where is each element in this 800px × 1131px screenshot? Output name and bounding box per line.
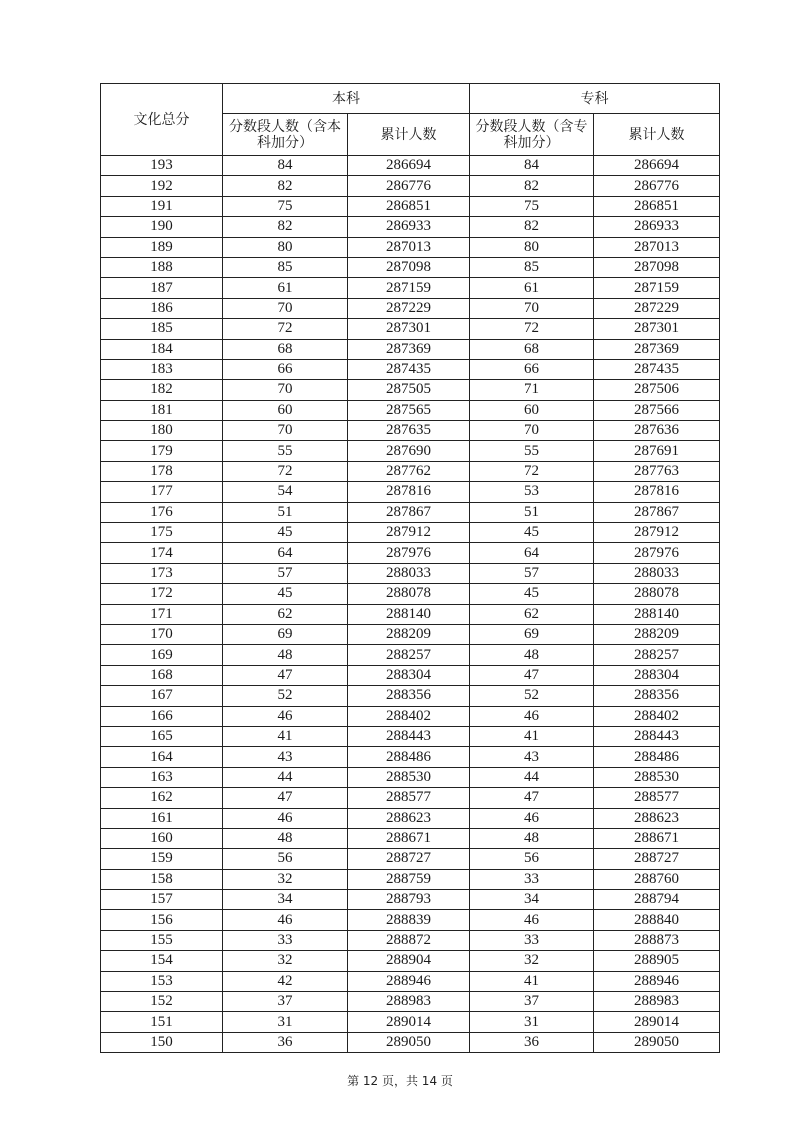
score-cell: 153	[101, 971, 223, 991]
junior-cumulative-cell: 288356	[594, 686, 720, 706]
undergrad-cumulative-cell: 288671	[348, 828, 470, 848]
score-cell: 178	[101, 461, 223, 481]
score-cell: 162	[101, 788, 223, 808]
undergrad-count-cell: 64	[223, 543, 348, 563]
junior-cumulative-cell: 287506	[594, 380, 720, 400]
score-cell: 163	[101, 767, 223, 787]
junior-cumulative-cell: 288209	[594, 624, 720, 644]
junior-count-cell: 68	[470, 339, 594, 359]
junior-count-cell: 56	[470, 849, 594, 869]
junior-count-cell: 46	[470, 706, 594, 726]
undergrad-cumulative-cell: 287762	[348, 461, 470, 481]
table-row	[101, 156, 720, 176]
junior-cumulative-cell: 288905	[594, 951, 720, 971]
junior-count-cell: 82	[470, 176, 594, 196]
junior-count-cell: 48	[470, 645, 594, 665]
undergrad-count-cell: 47	[223, 665, 348, 685]
undergrad-count-cell: 84	[223, 156, 348, 176]
undergrad-count-cell: 45	[223, 523, 348, 543]
header-score: 文化总分	[101, 84, 223, 156]
junior-cumulative-cell: 288078	[594, 584, 720, 604]
undergrad-cumulative-cell: 286933	[348, 217, 470, 237]
junior-cumulative-cell: 288486	[594, 747, 720, 767]
score-cell: 185	[101, 319, 223, 339]
table-row	[101, 380, 720, 400]
score-cell: 187	[101, 278, 223, 298]
undergrad-count-cell: 37	[223, 992, 348, 1012]
undergrad-cumulative-cell: 288078	[348, 584, 470, 604]
table-body	[101, 156, 720, 1053]
junior-cumulative-cell: 287816	[594, 482, 720, 502]
table-row	[101, 686, 720, 706]
junior-cumulative-cell: 286851	[594, 196, 720, 216]
table-row	[101, 1012, 720, 1032]
score-distribution-table	[100, 83, 720, 1053]
junior-cumulative-cell: 288840	[594, 910, 720, 930]
table-row	[101, 767, 720, 787]
undergrad-cumulative-cell: 288140	[348, 604, 470, 624]
undergrad-cumulative-cell: 287976	[348, 543, 470, 563]
undergrad-count-cell: 68	[223, 339, 348, 359]
junior-count-cell: 52	[470, 686, 594, 706]
undergrad-cumulative-cell: 288304	[348, 665, 470, 685]
junior-count-cell: 80	[470, 237, 594, 257]
undergrad-cumulative-cell: 288793	[348, 890, 470, 910]
table-row	[101, 726, 720, 746]
junior-cumulative-cell: 288033	[594, 563, 720, 583]
junior-cumulative-cell: 287912	[594, 523, 720, 543]
table-row	[101, 971, 720, 991]
table-row	[101, 645, 720, 665]
undergrad-count-cell: 33	[223, 930, 348, 950]
undergrad-cumulative-cell: 288486	[348, 747, 470, 767]
undergrad-count-cell: 75	[223, 196, 348, 216]
undergrad-count-cell: 31	[223, 1012, 348, 1032]
junior-count-cell: 43	[470, 747, 594, 767]
junior-cumulative-cell: 287976	[594, 543, 720, 563]
table-row	[101, 584, 720, 604]
table-row	[101, 930, 720, 950]
junior-cumulative-cell: 286694	[594, 156, 720, 176]
score-cell: 189	[101, 237, 223, 257]
score-cell: 160	[101, 828, 223, 848]
table-row	[101, 910, 720, 930]
junior-count-cell: 33	[470, 930, 594, 950]
undergrad-count-cell: 60	[223, 400, 348, 420]
undergrad-cumulative-cell: 288904	[348, 951, 470, 971]
score-cell: 165	[101, 726, 223, 746]
junior-count-cell: 32	[470, 951, 594, 971]
junior-cumulative-cell: 288873	[594, 930, 720, 950]
score-cell: 179	[101, 441, 223, 461]
junior-count-cell: 47	[470, 788, 594, 808]
undergrad-cumulative-cell: 287912	[348, 523, 470, 543]
score-cell: 171	[101, 604, 223, 624]
table-row	[101, 747, 720, 767]
table-row	[101, 788, 720, 808]
undergrad-cumulative-cell: 288577	[348, 788, 470, 808]
undergrad-cumulative-cell: 287635	[348, 421, 470, 441]
undergrad-cumulative-cell: 287098	[348, 257, 470, 277]
table-row	[101, 359, 720, 379]
junior-cumulative-cell: 288304	[594, 665, 720, 685]
score-cell: 154	[101, 951, 223, 971]
score-cell: 173	[101, 563, 223, 583]
undergrad-count-cell: 61	[223, 278, 348, 298]
junior-count-cell: 31	[470, 1012, 594, 1032]
table-row	[101, 196, 720, 216]
header-undergrad-count: 分数段人数（含本科加分）	[223, 114, 348, 156]
undergrad-count-cell: 82	[223, 176, 348, 196]
undergrad-count-cell: 47	[223, 788, 348, 808]
score-cell: 151	[101, 1012, 223, 1032]
score-cell: 168	[101, 665, 223, 685]
undergrad-cumulative-cell: 288623	[348, 808, 470, 828]
undergrad-count-cell: 80	[223, 237, 348, 257]
table-row	[101, 543, 720, 563]
table-row	[101, 339, 720, 359]
undergrad-count-cell: 46	[223, 910, 348, 930]
junior-count-cell: 85	[470, 257, 594, 277]
undergrad-count-cell: 42	[223, 971, 348, 991]
undergrad-cumulative-cell: 288033	[348, 563, 470, 583]
score-cell: 161	[101, 808, 223, 828]
undergrad-cumulative-cell: 288443	[348, 726, 470, 746]
table-row	[101, 217, 720, 237]
undergrad-count-cell: 56	[223, 849, 348, 869]
junior-cumulative-cell: 287763	[594, 461, 720, 481]
undergrad-cumulative-cell: 288209	[348, 624, 470, 644]
junior-count-cell: 44	[470, 767, 594, 787]
undergrad-count-cell: 51	[223, 502, 348, 522]
undergrad-cumulative-cell: 287565	[348, 400, 470, 420]
junior-cumulative-cell: 288402	[594, 706, 720, 726]
junior-cumulative-cell: 288530	[594, 767, 720, 787]
junior-cumulative-cell: 287636	[594, 421, 720, 441]
score-cell: 174	[101, 543, 223, 563]
score-cell: 192	[101, 176, 223, 196]
score-cell: 158	[101, 869, 223, 889]
junior-count-cell: 41	[470, 726, 594, 746]
table-row	[101, 1032, 720, 1052]
table-row	[101, 502, 720, 522]
score-cell: 156	[101, 910, 223, 930]
undergrad-cumulative-cell: 288872	[348, 930, 470, 950]
junior-count-cell: 72	[470, 319, 594, 339]
header-undergrad: 本科	[223, 84, 470, 114]
undergrad-count-cell: 44	[223, 767, 348, 787]
score-cell: 184	[101, 339, 223, 359]
score-cell: 152	[101, 992, 223, 1012]
score-cell: 182	[101, 380, 223, 400]
junior-count-cell: 33	[470, 869, 594, 889]
undergrad-count-cell: 41	[223, 726, 348, 746]
undergrad-cumulative-cell: 289014	[348, 1012, 470, 1032]
junior-cumulative-cell: 287229	[594, 298, 720, 318]
score-cell: 167	[101, 686, 223, 706]
junior-cumulative-cell: 287691	[594, 441, 720, 461]
junior-cumulative-cell: 287013	[594, 237, 720, 257]
score-cell: 175	[101, 523, 223, 543]
junior-cumulative-cell: 289050	[594, 1032, 720, 1052]
junior-count-cell: 60	[470, 400, 594, 420]
junior-count-cell: 48	[470, 828, 594, 848]
score-cell: 166	[101, 706, 223, 726]
undergrad-cumulative-cell: 288530	[348, 767, 470, 787]
undergrad-count-cell: 70	[223, 380, 348, 400]
junior-cumulative-cell: 287369	[594, 339, 720, 359]
junior-count-cell: 41	[470, 971, 594, 991]
undergrad-count-cell: 52	[223, 686, 348, 706]
undergrad-cumulative-cell: 288946	[348, 971, 470, 991]
junior-count-cell: 45	[470, 523, 594, 543]
junior-cumulative-cell: 286933	[594, 217, 720, 237]
table-row	[101, 992, 720, 1012]
table-row	[101, 706, 720, 726]
undergrad-cumulative-cell: 287301	[348, 319, 470, 339]
score-cell: 183	[101, 359, 223, 379]
undergrad-cumulative-cell: 288983	[348, 992, 470, 1012]
page-number: 第 12 页，共 14 页	[347, 1074, 453, 1088]
junior-cumulative-cell: 288794	[594, 890, 720, 910]
score-cell: 157	[101, 890, 223, 910]
header-undergrad-cumulative: 累计人数	[348, 114, 470, 156]
undergrad-count-cell: 72	[223, 319, 348, 339]
score-cell: 155	[101, 930, 223, 950]
junior-count-cell: 53	[470, 482, 594, 502]
undergrad-count-cell: 32	[223, 869, 348, 889]
score-cell: 191	[101, 196, 223, 216]
junior-count-cell: 84	[470, 156, 594, 176]
junior-count-cell: 57	[470, 563, 594, 583]
undergrad-count-cell: 46	[223, 706, 348, 726]
table-row	[101, 523, 720, 543]
header-junior: 专科	[470, 84, 720, 114]
undergrad-count-cell: 57	[223, 563, 348, 583]
header-junior-cumulative: 累计人数	[594, 114, 720, 156]
undergrad-count-cell: 46	[223, 808, 348, 828]
undergrad-count-cell: 70	[223, 421, 348, 441]
table-row	[101, 604, 720, 624]
undergrad-count-cell: 48	[223, 828, 348, 848]
junior-count-cell: 46	[470, 910, 594, 930]
undergrad-cumulative-cell: 286776	[348, 176, 470, 196]
score-cell: 150	[101, 1032, 223, 1052]
undergrad-count-cell: 69	[223, 624, 348, 644]
score-cell: 181	[101, 400, 223, 420]
junior-count-cell: 64	[470, 543, 594, 563]
score-cell: 176	[101, 502, 223, 522]
table-row	[101, 665, 720, 685]
score-cell: 177	[101, 482, 223, 502]
junior-cumulative-cell: 288760	[594, 869, 720, 889]
table-row	[101, 849, 720, 869]
table-row	[101, 461, 720, 481]
junior-count-cell: 70	[470, 298, 594, 318]
undergrad-cumulative-cell: 286694	[348, 156, 470, 176]
junior-cumulative-cell: 287566	[594, 400, 720, 420]
junior-cumulative-cell: 288577	[594, 788, 720, 808]
junior-count-cell: 62	[470, 604, 594, 624]
junior-cumulative-cell: 289014	[594, 1012, 720, 1032]
junior-cumulative-cell: 288727	[594, 849, 720, 869]
junior-cumulative-cell: 288671	[594, 828, 720, 848]
table-row	[101, 482, 720, 502]
undergrad-count-cell: 66	[223, 359, 348, 379]
undergrad-cumulative-cell: 287369	[348, 339, 470, 359]
undergrad-cumulative-cell: 289050	[348, 1032, 470, 1052]
undergrad-cumulative-cell: 288839	[348, 910, 470, 930]
undergrad-count-cell: 72	[223, 461, 348, 481]
undergrad-count-cell: 43	[223, 747, 348, 767]
score-cell: 169	[101, 645, 223, 665]
junior-count-cell: 61	[470, 278, 594, 298]
junior-count-cell: 70	[470, 421, 594, 441]
junior-cumulative-cell: 288983	[594, 992, 720, 1012]
undergrad-count-cell: 82	[223, 217, 348, 237]
junior-cumulative-cell: 287867	[594, 502, 720, 522]
undergrad-count-cell: 32	[223, 951, 348, 971]
undergrad-cumulative-cell: 287690	[348, 441, 470, 461]
undergrad-count-cell: 34	[223, 890, 348, 910]
junior-count-cell: 46	[470, 808, 594, 828]
table-row	[101, 298, 720, 318]
table-row	[101, 828, 720, 848]
undergrad-count-cell: 45	[223, 584, 348, 604]
table-row	[101, 869, 720, 889]
table-row	[101, 237, 720, 257]
undergrad-count-cell: 54	[223, 482, 348, 502]
junior-cumulative-cell: 287301	[594, 319, 720, 339]
undergrad-count-cell: 85	[223, 257, 348, 277]
junior-count-cell: 69	[470, 624, 594, 644]
undergrad-cumulative-cell: 288356	[348, 686, 470, 706]
score-cell: 172	[101, 584, 223, 604]
undergrad-cumulative-cell: 288402	[348, 706, 470, 726]
table-row	[101, 319, 720, 339]
undergrad-cumulative-cell: 288257	[348, 645, 470, 665]
junior-count-cell: 72	[470, 461, 594, 481]
undergrad-count-cell: 55	[223, 441, 348, 461]
undergrad-cumulative-cell: 287159	[348, 278, 470, 298]
score-cell: 159	[101, 849, 223, 869]
table-row	[101, 257, 720, 277]
junior-count-cell: 34	[470, 890, 594, 910]
undergrad-cumulative-cell: 286851	[348, 196, 470, 216]
undergrad-cumulative-cell: 287867	[348, 502, 470, 522]
table-row	[101, 563, 720, 583]
table-row	[101, 421, 720, 441]
junior-cumulative-cell: 287098	[594, 257, 720, 277]
junior-cumulative-cell: 287435	[594, 359, 720, 379]
junior-count-cell: 75	[470, 196, 594, 216]
undergrad-count-cell: 62	[223, 604, 348, 624]
score-cell: 170	[101, 624, 223, 644]
score-cell: 193	[101, 156, 223, 176]
junior-count-cell: 36	[470, 1032, 594, 1052]
undergrad-cumulative-cell: 288759	[348, 869, 470, 889]
undergrad-count-cell: 70	[223, 298, 348, 318]
undergrad-cumulative-cell: 287816	[348, 482, 470, 502]
junior-count-cell: 47	[470, 665, 594, 685]
undergrad-cumulative-cell: 287505	[348, 380, 470, 400]
score-cell: 190	[101, 217, 223, 237]
undergrad-cumulative-cell: 287229	[348, 298, 470, 318]
undergrad-cumulative-cell: 287435	[348, 359, 470, 379]
table-row	[101, 176, 720, 196]
junior-cumulative-cell: 287159	[594, 278, 720, 298]
junior-count-cell: 37	[470, 992, 594, 1012]
table-row	[101, 951, 720, 971]
junior-count-cell: 66	[470, 359, 594, 379]
undergrad-cumulative-cell: 287013	[348, 237, 470, 257]
undergrad-count-cell: 36	[223, 1032, 348, 1052]
score-cell: 186	[101, 298, 223, 318]
junior-cumulative-cell: 288443	[594, 726, 720, 746]
table-row	[101, 441, 720, 461]
undergrad-cumulative-cell: 288727	[348, 849, 470, 869]
junior-count-cell: 82	[470, 217, 594, 237]
junior-cumulative-cell: 286776	[594, 176, 720, 196]
table-row	[101, 278, 720, 298]
table-row	[101, 400, 720, 420]
table-row	[101, 624, 720, 644]
table-row	[101, 890, 720, 910]
junior-cumulative-cell: 288140	[594, 604, 720, 624]
table-row	[101, 808, 720, 828]
table-header	[101, 84, 720, 156]
junior-count-cell: 51	[470, 502, 594, 522]
junior-count-cell: 71	[470, 380, 594, 400]
score-cell: 164	[101, 747, 223, 767]
junior-count-cell: 45	[470, 584, 594, 604]
junior-cumulative-cell: 288946	[594, 971, 720, 991]
junior-cumulative-cell: 288257	[594, 645, 720, 665]
header-junior-count: 分数段人数（含专科加分）	[470, 114, 594, 156]
score-cell: 188	[101, 257, 223, 277]
junior-count-cell: 55	[470, 441, 594, 461]
junior-cumulative-cell: 288623	[594, 808, 720, 828]
score-cell: 180	[101, 421, 223, 441]
undergrad-count-cell: 48	[223, 645, 348, 665]
